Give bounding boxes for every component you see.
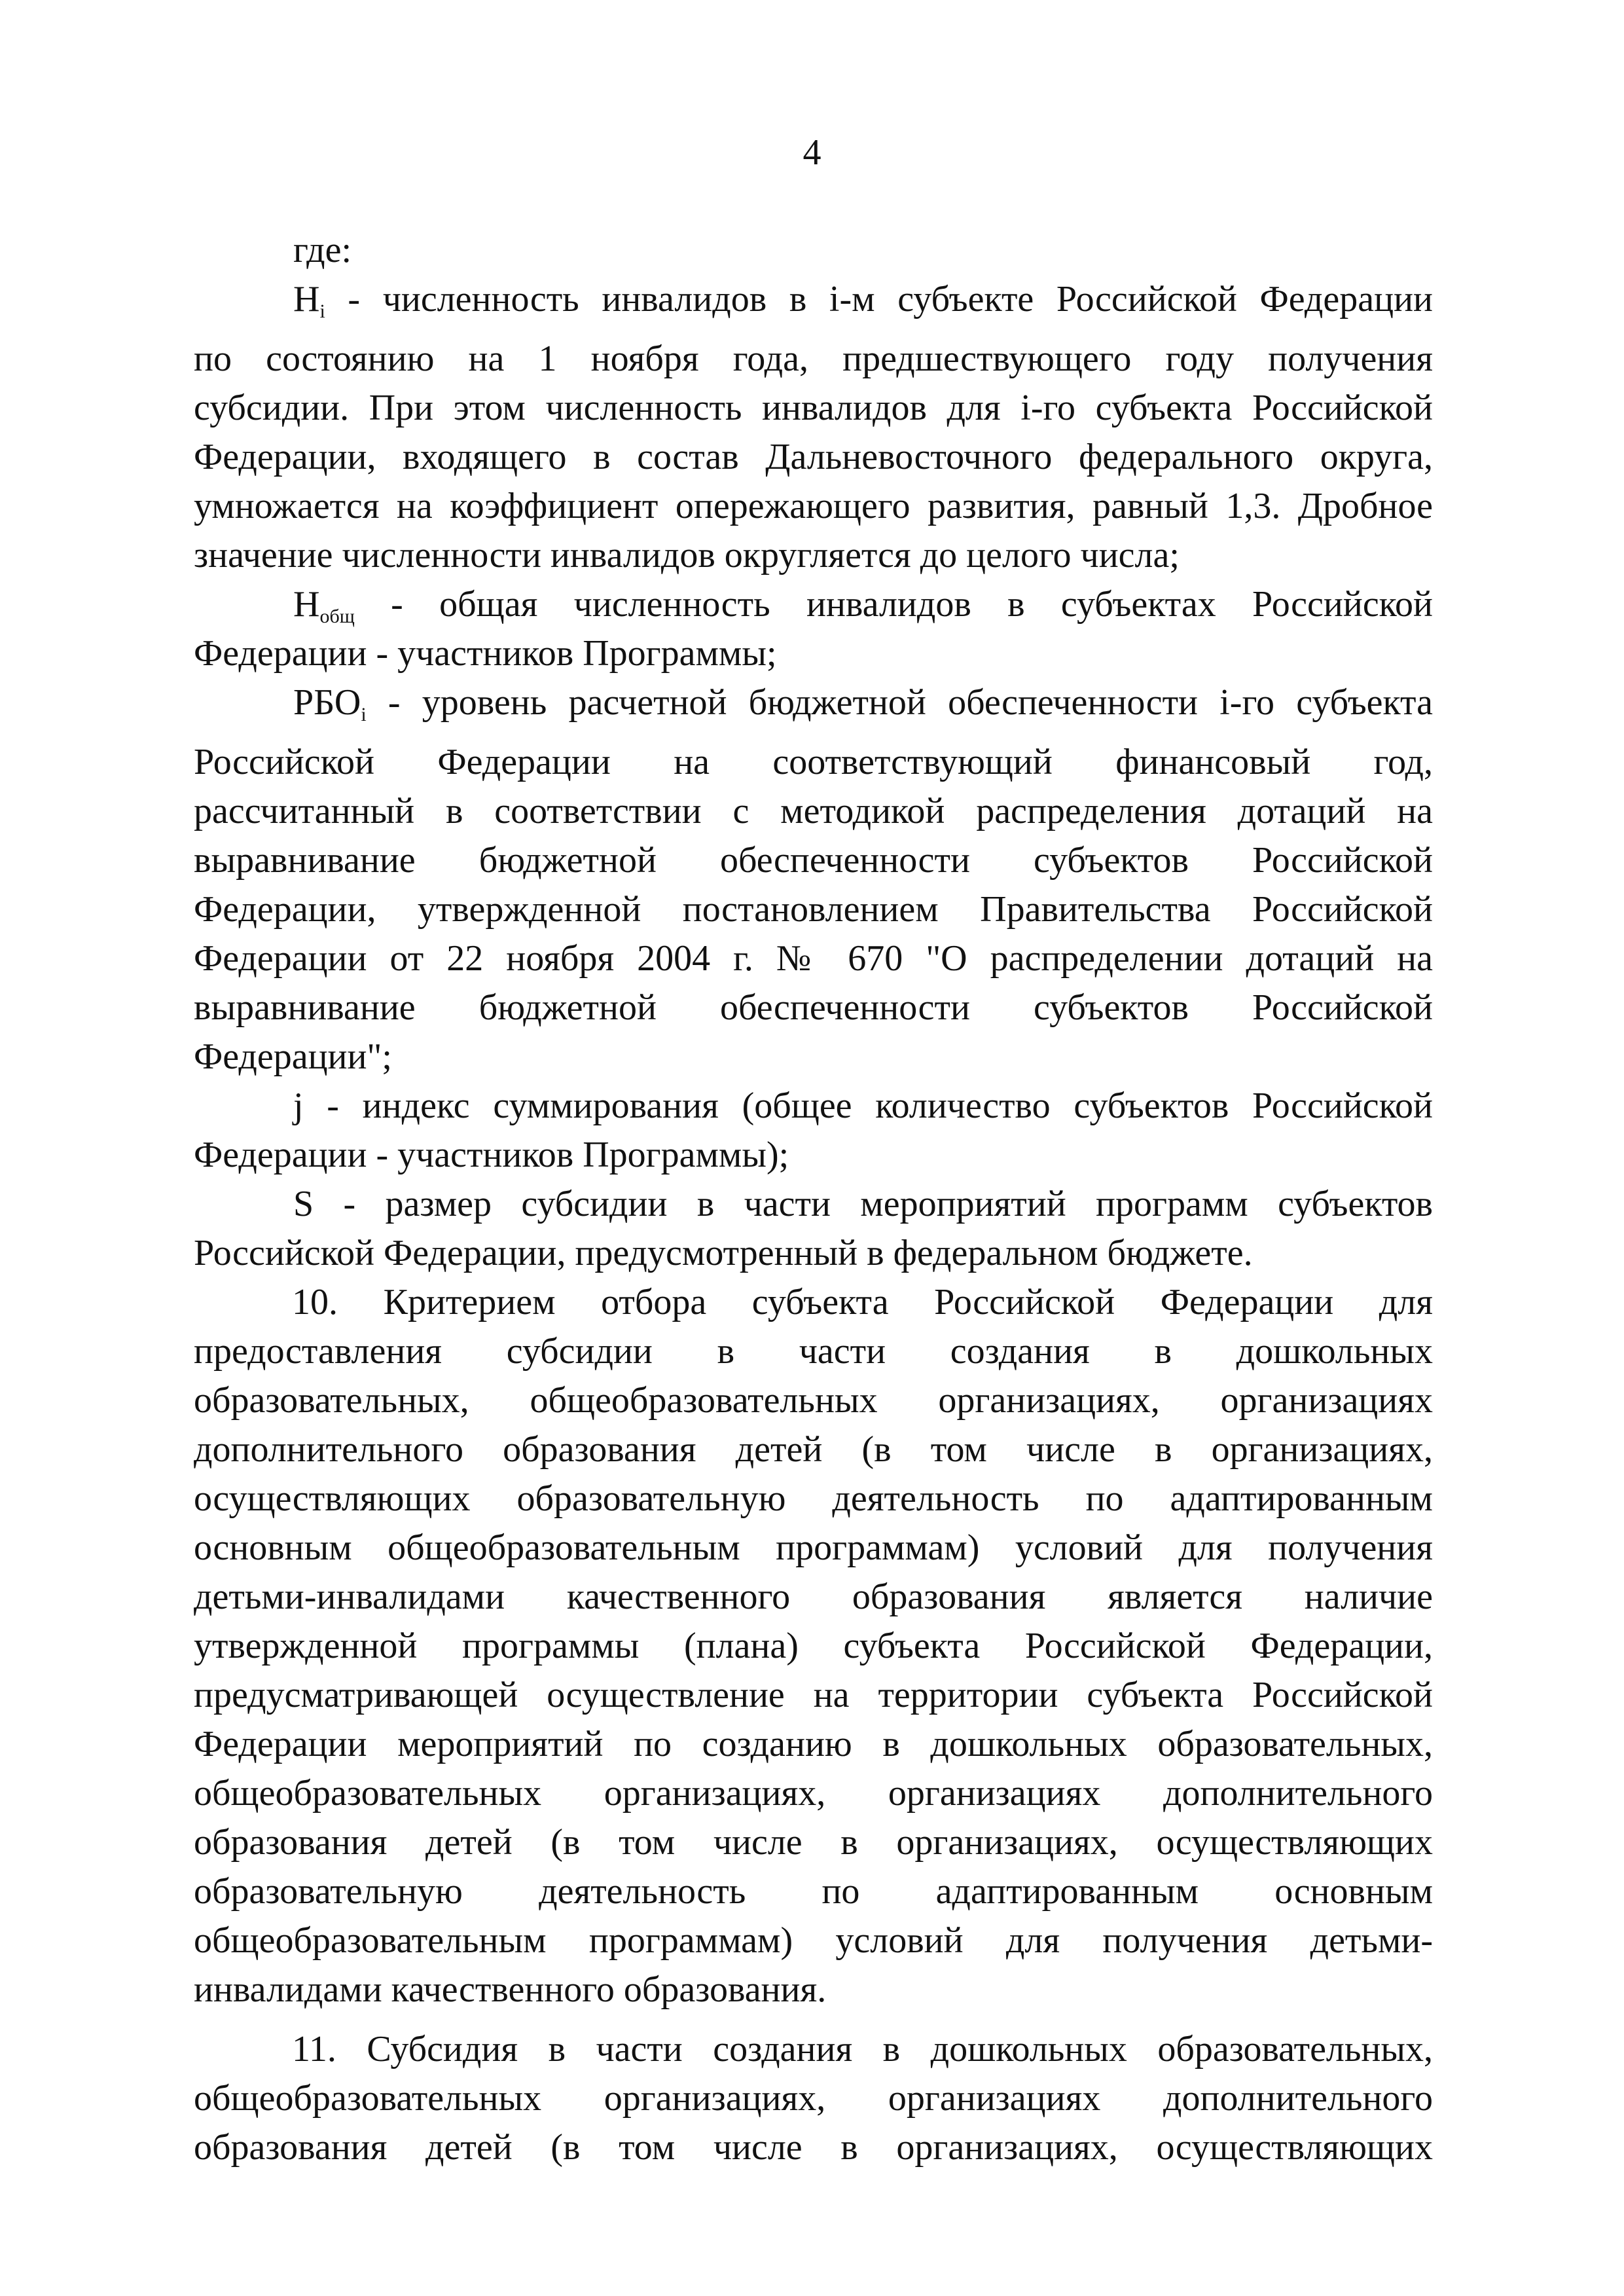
definition-line: субсидии. При этом численность инвалидов для i-го субъекта Российской xyxy=(194,388,1433,428)
item-10-line: осуществляющих образовательную деятельность по адаптированным xyxy=(194,1478,1433,1519)
document-body xyxy=(194,226,1433,2172)
definition-line: выравнивание бюджетной обеспеченности субъектов Российской xyxy=(194,987,1433,1028)
item-10-line: образовательную деятельность по адаптированным основным xyxy=(194,1871,1433,1912)
item-10-line: детьми-инвалидами качественного образования является наличие xyxy=(194,1576,1433,1617)
definition-line: Федерации - участников Программы; xyxy=(194,633,777,674)
item-10-line: общеобразовательных организациях, организациях дополнительного xyxy=(194,1773,1433,1813)
item-10-line: Федерации мероприятий по созданию в дошкольных образовательных, xyxy=(194,1724,1433,1764)
item-10-line: основным общеобразовательным программам) условий для получения xyxy=(194,1527,1433,1568)
definition-line: Федерации от 22 ноября 2004 г. № 670 "О распределении дотаций на xyxy=(194,938,1433,979)
item-10-line: дополнительного образования детей (в том числе в организациях, xyxy=(194,1429,1433,1470)
formula-symbol-h-i: $Н_i$ xyxy=(293,279,325,322)
item-10-first-line: 10. Критерием отбора субъекта Российской Федерации для xyxy=(292,1282,1433,1322)
item-10-line: инвалидами качественного образования. xyxy=(194,1969,827,2010)
definition-line: значение численности инвалидов округляется до целого числа; xyxy=(194,535,1180,575)
definition-line: Федерации - участников Программы); xyxy=(194,1135,789,1175)
definition-line: по состоянию на 1 ноября года, предшествующего году получения xyxy=(194,338,1433,379)
item-11-line: образования детей (в том числе в организациях, осуществляющих xyxy=(194,2127,1433,2168)
formula-symbol-rbo: $РБО_i$ xyxy=(293,682,367,725)
page-number: 4 xyxy=(803,132,821,173)
definition-h-i-first-line: $Н_i$ - численность инвалидов в i-м субъекте Российской Федерации xyxy=(194,275,1433,324)
formula-symbol-h-total: $Н_{общ}$ xyxy=(293,584,355,627)
definition-rbo-first-line: $РБО_i$ - уровень расчетной бюджетной обеспеченности i-го субъекта xyxy=(194,678,1433,727)
definition-line: Федерации"; xyxy=(194,1036,392,1077)
item-10-line: общеобразовательным программам) условий для получения детьми- xyxy=(194,1920,1433,1961)
item-10-line: утвержденной программы (плана) субъекта Российской Федерации, xyxy=(194,1626,1433,1666)
item-10-line: предусматривающей осуществление на территории субъекта Российской xyxy=(194,1675,1433,1715)
definition-line: рассчитанный в соответствии с методикой распределения дотаций на xyxy=(194,791,1433,831)
definition-line: Российской Федерации на соответствующий финансовый год, xyxy=(194,742,1433,782)
definition-line: умножается на коэффициент опережающего развития, равный 1,3. Дробное xyxy=(194,486,1433,526)
item-10-line: образования детей (в том числе в организациях, осуществляющих xyxy=(194,1822,1433,1863)
definition-line: выравнивание бюджетной обеспеченности субъектов Российской xyxy=(194,840,1433,881)
definition-j-first-line: j - индекс суммирования (общее количество субъектов Российской xyxy=(293,1085,1433,1126)
item-11-line: общеобразовательных организациях, организациях дополнительного xyxy=(194,2078,1433,2119)
item-11-first-line: 11. Субсидия в части создания в дошкольных образовательных, xyxy=(292,2029,1433,2069)
intro-text: где: xyxy=(293,230,352,270)
definition-line: Российской Федерации, предусмотренный в федеральном бюджете. xyxy=(194,1233,1253,1273)
item-10-line: предоставления субсидии в части создания в дошкольных xyxy=(194,1331,1433,1372)
definition-line: Федерации, входящего в состав Дальневосточного федерального округа, xyxy=(194,437,1433,477)
definition-s-first-line: S - размер субсидии в части мероприятий программ субъектов xyxy=(293,1184,1433,1224)
definition-h-total-first-line: $Н_{общ}$ - общая численность инвалидов в субъектах Российской xyxy=(194,580,1433,629)
definition-line: Федерации, утвержденной постановлением Правительства Российской xyxy=(194,889,1433,930)
item-10-line: образовательных, общеобразовательных организациях, организациях xyxy=(194,1380,1433,1421)
